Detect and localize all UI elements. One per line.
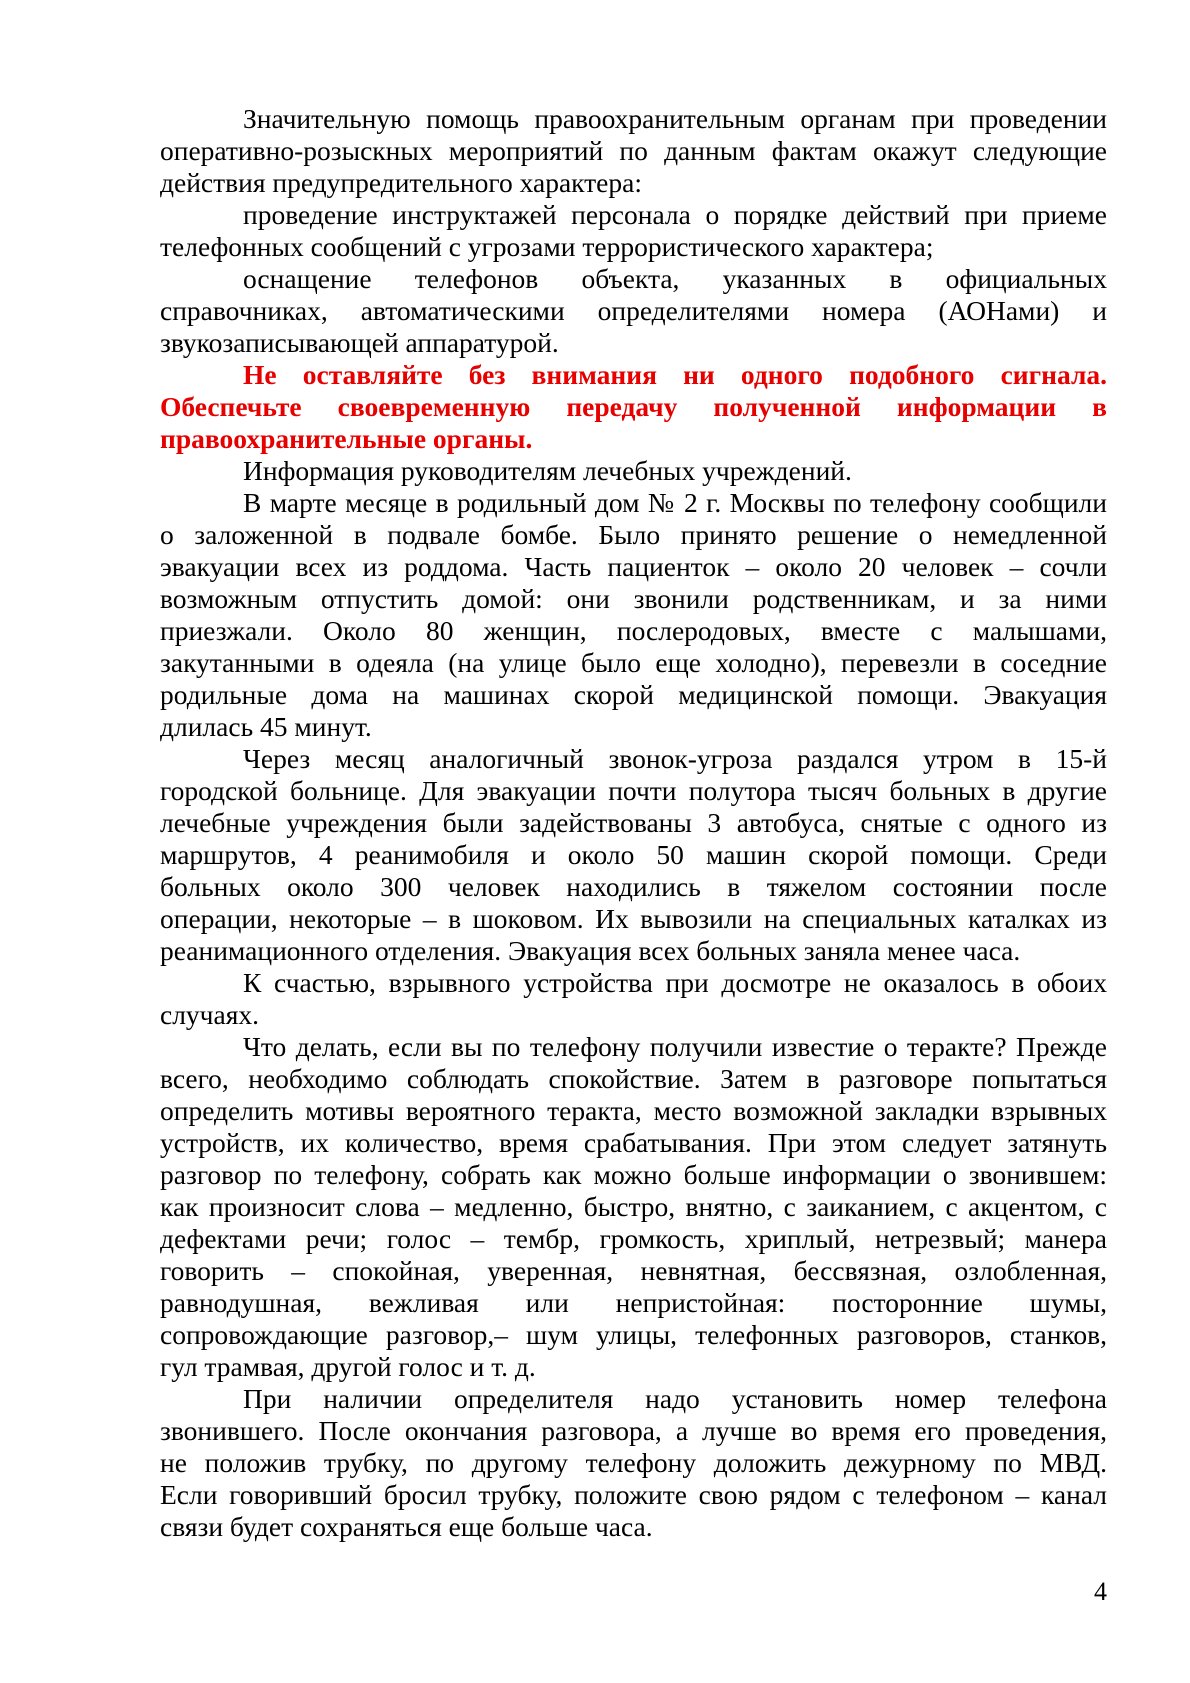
text-line: При наличии определителя надо установить номер телефона <box>243 1383 1107 1414</box>
text-line: реанимационного отделения. Эвакуация всех больных заняла менее часа. <box>160 935 1021 966</box>
text-line: связи будет сохраняться еще больше часа. <box>160 1511 653 1542</box>
text-line: о заложенной в подвале бомбе. Было принято решение о немедленной <box>160 519 1107 550</box>
text-line: случаях. <box>160 999 259 1030</box>
text-line: Значительную помощь правоохранительным органам при проведении <box>243 103 1107 134</box>
paragraph <box>160 455 1107 487</box>
text-line: маршрутов, 4 реанимобиля и около 50 машин скорой помощи. Среди <box>160 839 1107 870</box>
page-footer <box>160 1576 1107 1608</box>
text-line: эвакуации всех из роддома. Часть пациенток – около 20 человек – сочли <box>160 551 1107 582</box>
text-line: В марте месяце в родильный дом № 2 г. Москвы по телефону сообщили <box>243 487 1107 518</box>
text-line: как произносит слова – медленно, быстро, внятно, с заиканием, с акцентом, с <box>160 1191 1107 1222</box>
text-line: не положив трубку, по другому телефону доложить дежурному по МВД. <box>160 1447 1107 1478</box>
text-line: Что делать, если вы по телефону получили известие о теракте? Прежде <box>243 1031 1107 1062</box>
text-line: разговор по телефону, собрать как можно больше информации о звонившем: <box>160 1159 1107 1190</box>
paragraph <box>160 263 1107 359</box>
text-line: оперативно-розыскных мероприятий по данным фактам окажут следующие <box>160 135 1107 166</box>
text-line: Обеспечьте своевременную передачу полученной информации в <box>160 391 1107 422</box>
text-line: телефонных сообщений с угрозами террористического характера; <box>160 231 934 262</box>
text-line: длилась 45 минут. <box>160 711 372 742</box>
text-line: родильные дома на машинах скорой медицинской помощи. Эвакуация <box>160 679 1107 710</box>
text-line: всего, необходимо соблюдать спокойствие. Затем в разговоре попытаться <box>160 1063 1107 1094</box>
text-line: говорить – спокойная, уверенная, невнятная, бессвязная, озлобленная, <box>160 1255 1107 1286</box>
text-line: возможным отпустить домой: они звонили родственникам, и за ними <box>160 583 1107 614</box>
text-line: лечебные учреждения были задействованы 3 автобуса, снятые с одного из <box>160 807 1107 838</box>
text-line: звонившего. После окончания разговора, а лучше во время его проведения, <box>160 1415 1107 1446</box>
paragraph <box>160 199 1107 263</box>
text-line: действия предупредительного характера: <box>160 167 642 198</box>
text-line: равнодушная, вежливая или непристойная: посторонние шумы, <box>160 1287 1107 1318</box>
text-line: проведение инструктажей персонала о порядке действий при приеме <box>243 199 1107 230</box>
paragraph <box>160 103 1107 199</box>
text-line: Не оставляйте без внимания ни одного подобного сигнала. <box>243 359 1107 390</box>
text-line: приезжали. Около 80 женщин, послеродовых, вместе с малышами, <box>160 615 1107 646</box>
text-line: больных около 300 человек находились в тяжелом состоянии после <box>160 871 1107 902</box>
text-line: Информация руководителям лечебных учреждений. <box>243 455 852 486</box>
text-line: гул трамвая, другой голос и т. д. <box>160 1351 536 1382</box>
text-line: дефектами речи; голос – тембр, громкость, хриплый, нетрезвый; манера <box>160 1223 1107 1254</box>
text-line: справочниках, автоматическими определителями номера (АОНами) и <box>160 295 1107 326</box>
paragraph <box>160 487 1107 743</box>
text-line: звукозаписывающей аппаратурой. <box>160 327 559 358</box>
page-number: 4 <box>1094 1577 1107 1606</box>
text-line: операции, некоторые – в шоковом. Их вывозили на специальных каталках из <box>160 903 1107 934</box>
document-text-block <box>160 103 1107 1543</box>
text-line: городской больнице. Для эвакуации почти полутора тысяч больных в другие <box>160 775 1107 806</box>
text-line: определить мотивы вероятного теракта, место возможной закладки взрывных <box>160 1095 1107 1126</box>
text-line: Через месяц аналогичный звонок-угроза раздался утром в 15-й <box>243 743 1107 774</box>
text-line: К счастью, взрывного устройства при досмотре не оказалось в обоих <box>243 967 1107 998</box>
text-line: правоохранительные органы. <box>160 423 533 454</box>
text-line: устройств, их количество, время срабатывания. При этом следует затянуть <box>160 1127 1107 1158</box>
text-line: закутанными в одеяла (на улице было еще холодно), перевезли в соседние <box>160 647 1107 678</box>
paragraph <box>160 1383 1107 1543</box>
paragraph <box>160 1031 1107 1383</box>
text-line: Если говоривший бросил трубку, положите свою рядом с телефоном – канал <box>160 1479 1107 1510</box>
text-line: оснащение телефонов объекта, указанных в официальных <box>243 263 1107 294</box>
emphasis-paragraph <box>160 359 1107 455</box>
paragraph <box>160 743 1107 967</box>
text-line: сопровождающие разговор,– шум улицы, телефонных разговоров, станков, <box>160 1319 1107 1350</box>
paragraph <box>160 967 1107 1031</box>
